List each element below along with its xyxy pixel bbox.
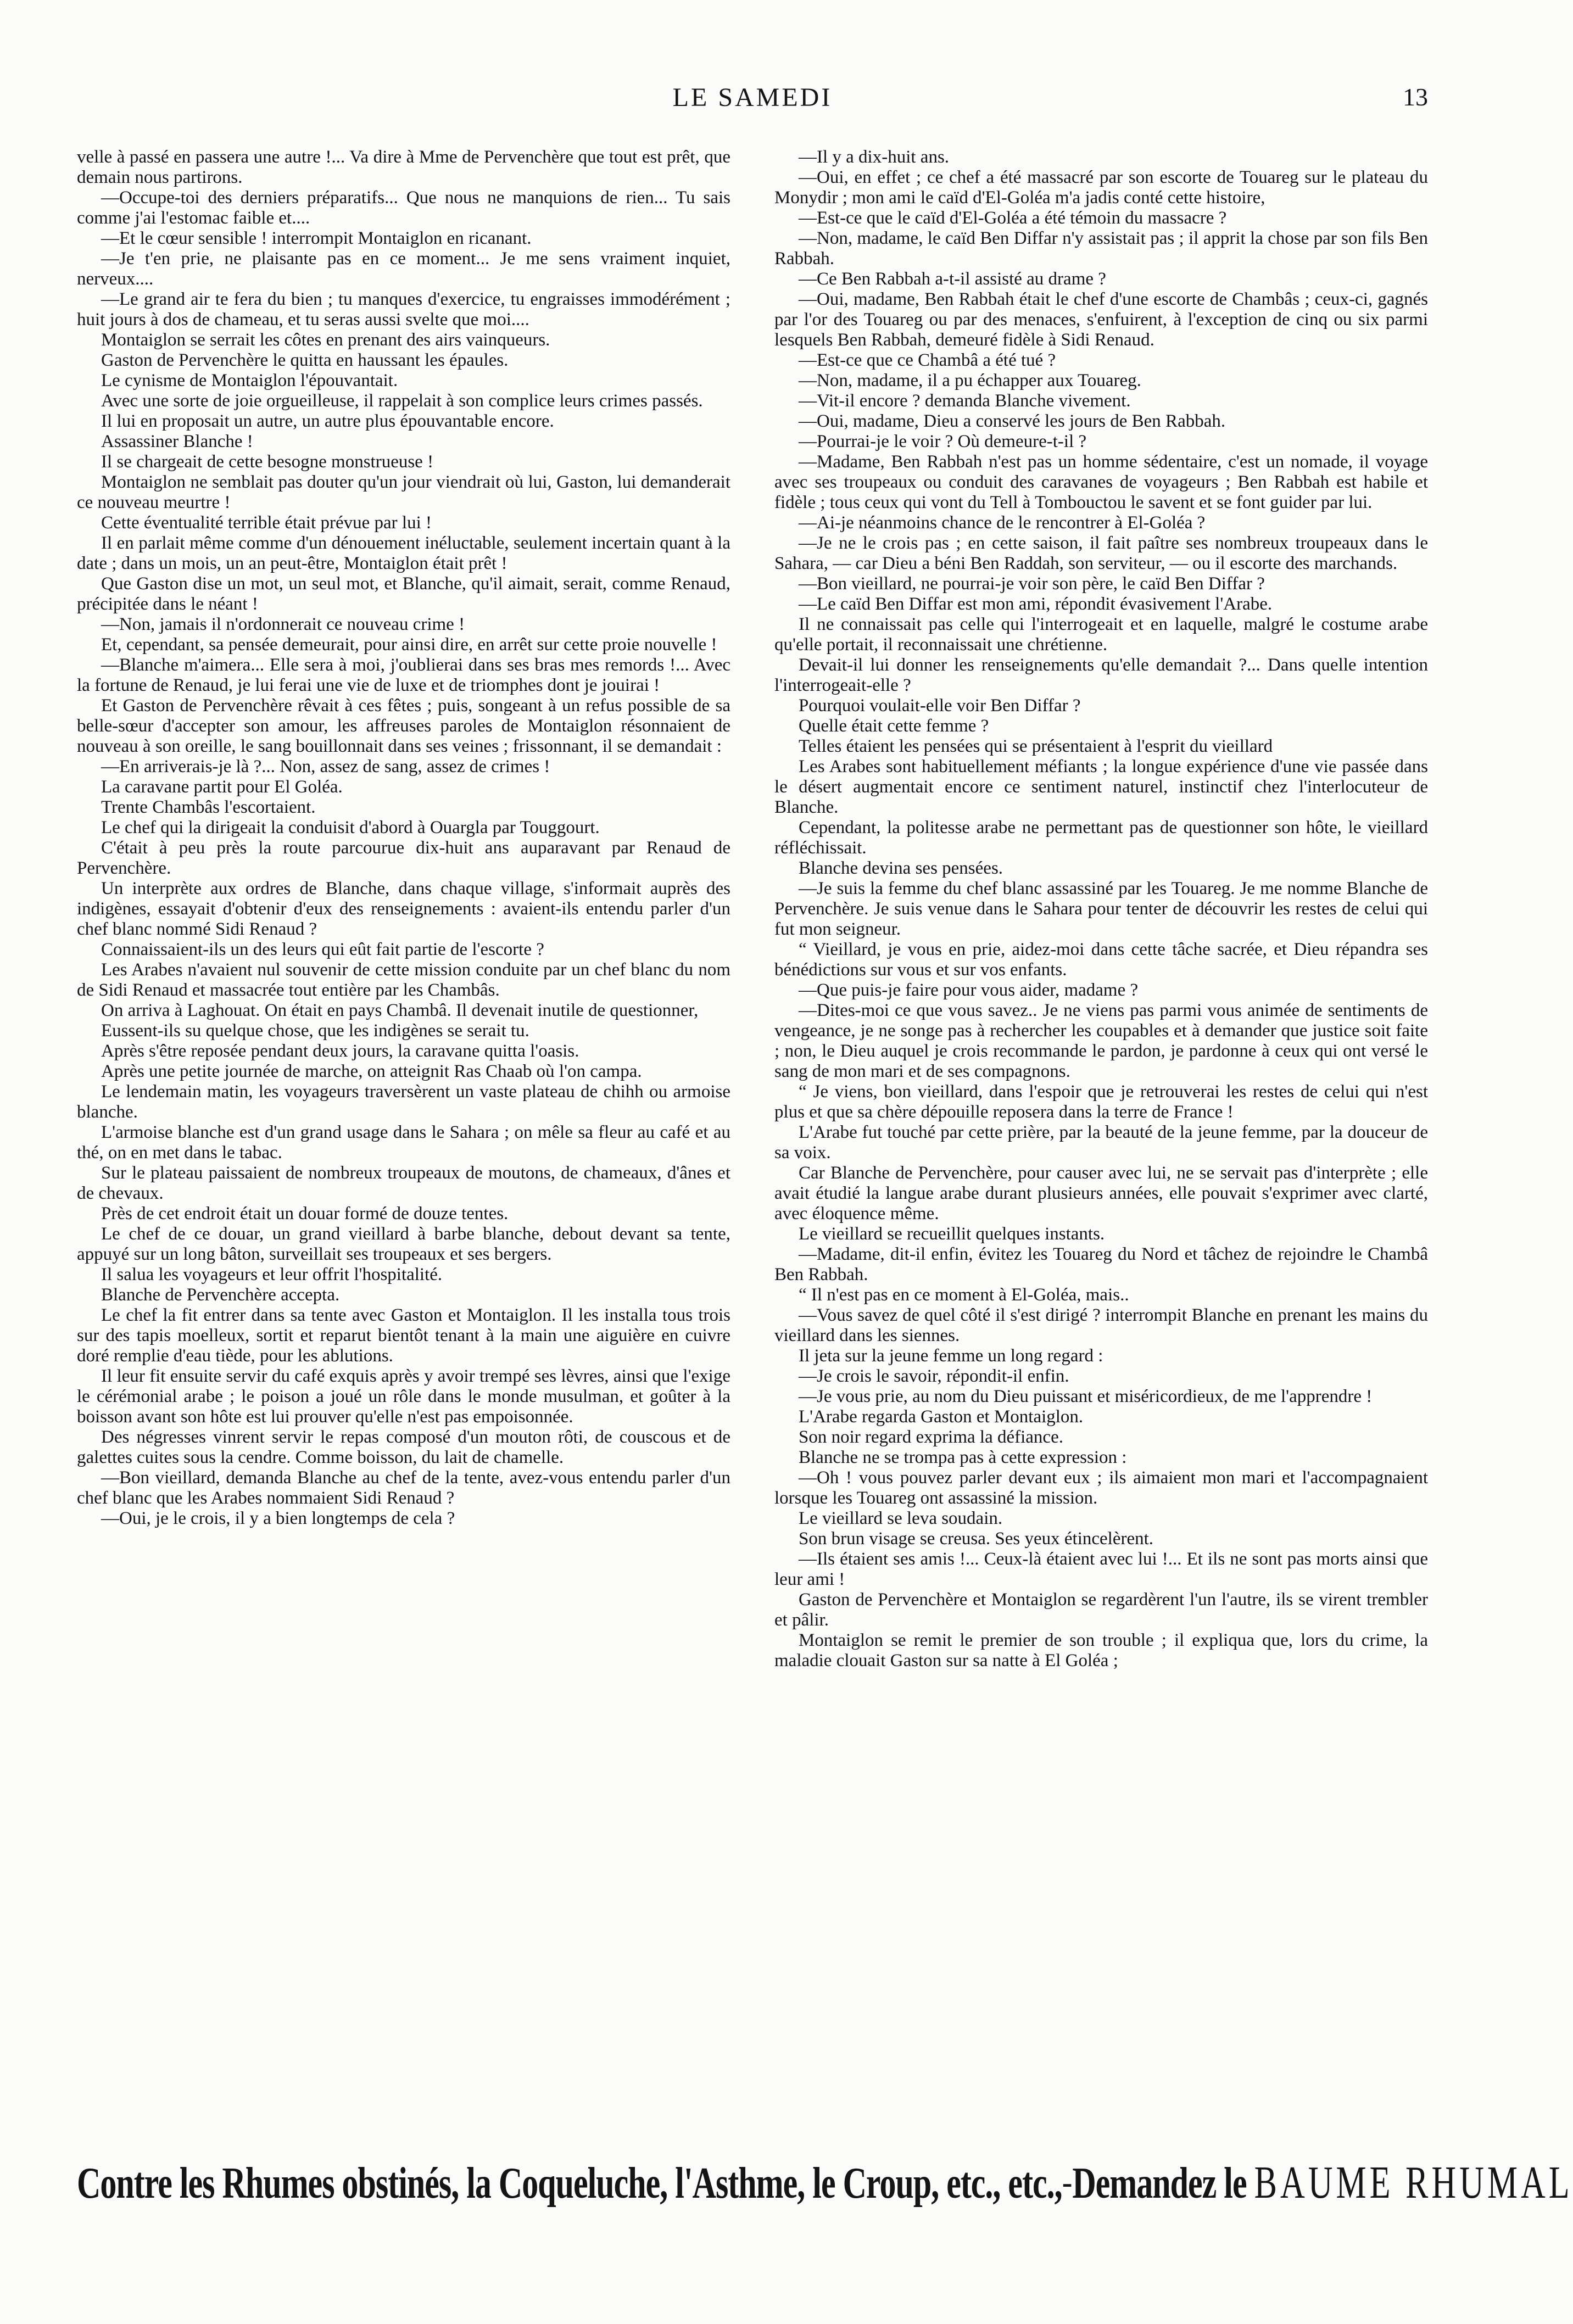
- article-body: [77, 147, 1428, 2113]
- paragraph: Cette éventualité terrible était prévue par lui !: [101, 513, 432, 533]
- paragraph: —Est-ce que ce Chambâ a été tué ?: [799, 350, 1056, 370]
- advertisement-call: [1072, 2157, 1572, 2209]
- left-column: [77, 147, 730, 2113]
- advertisement-brand: BAUME RHUMAL: [1254, 2157, 1573, 2208]
- paragraph: Le chef la fit entrer dans sa tente avec Gaston et Montaiglon. Il les installa tous trois sur des tapis moelleux, sortit et reparut bientôt tenant à la main une aiguière en cuivre doré remplie d'eau tiède, pour les ablutions.: [77, 1305, 730, 1366]
- paragraph: —Oui, en effet ; ce chef a été massacré par son escorte de Touareg sur le plateau du Monydir ; mon ami le caïd d'El-Goléa m'a jadis conté cette histoire,: [774, 167, 1428, 208]
- paragraph: Avec une sorte de joie orgueilleuse, il rappelait à son complice leurs crimes passés.: [101, 391, 703, 411]
- advertisement-text: Contre les Rhumes obstinés, la Coqueluche, l'Asthme, le Croup, etc., etc.,: [77, 2158, 1062, 2207]
- paragraph: —Je vous prie, au nom du Dieu puissant et miséricordieux, de me l'apprendre !: [799, 1387, 1373, 1406]
- paragraph: Gaston de Pervenchère et Montaiglon se regardèrent l'un l'autre, ils se virent trembler et pâlir.: [774, 1590, 1428, 1630]
- paragraph: L'armoise blanche est d'un grand usage dans le Sahara ; on mêle sa fleur au café et au thé, on en met dans le tabac.: [77, 1122, 730, 1163]
- paragraph: Il jeta sur la jeune femme un long regard :: [799, 1346, 1103, 1366]
- paragraph: Les Arabes sont habituellement méfiants ; la longue expérience d'une vie passée dans le désert augmentait encore ce sentiment naturel, instinctif chez l'interlocuteur de Blanche.: [774, 757, 1428, 817]
- paragraph: —Que puis-je faire pour vous aider, madame ?: [799, 980, 1139, 1000]
- paragraph: Après s'être reposée pendant deux jours, la caravane quitta l'oasis.: [101, 1041, 579, 1061]
- paragraph: —Bon vieillard, demanda Blanche au chef de la tente, avez-vous entendu parler d'un chef blanc que les Arabes nommaient Sidi Renaud ?: [77, 1468, 730, 1508]
- journal-title: LE SAMEDI: [672, 83, 833, 112]
- paragraph: Cependant, la politesse arabe ne permettant pas de questionner son hôte, le vieillard réfléchissait.: [774, 818, 1428, 858]
- paragraph: —Oui, madame, Ben Rabbah était le chef d'une escorte de Chambâs ; ceux-ci, gagnés par l'or des Touareg ou par des menaces, s'enfuirent, à l'exception de cinq ou six parmi lesquels Ben Rabbah, demeuré fidèle à Sidi Renaud.: [774, 289, 1428, 350]
- paragraph: Le cynisme de Montaiglon l'épouvantait.: [101, 371, 398, 390]
- paragraph: Blanche de Pervenchère accepta.: [101, 1285, 340, 1305]
- paragraph: On arriva à Laghouat. On était en pays Chambâ. Il devenait inutile de questionner,: [101, 1001, 699, 1020]
- paragraph: —Pourrai-je le voir ? Où demeure-t-il ?: [799, 432, 1087, 451]
- paragraph: —Madame, Ben Rabbah n'est pas un homme sédentaire, c'est un nomade, il voyage avec ses troupeaux ou conduit des caravanes de voyageurs ; Ben Rabbah est habile et fidèle ; tous ceux qui vont du Tell à Tombouctou le savent et se font guider par lui.: [774, 452, 1428, 512]
- paragraph: —Je suis la femme du chef blanc assassiné par les Touareg. Je me nomme Blanche de Pervenchère. Je suis venue dans le Sahara pour tenter de découvrir les restes de celui qui fut mon seigneur.: [774, 879, 1428, 939]
- paragraph: —Oui, je le crois, il y a bien longtemps de cela ?: [101, 1509, 455, 1528]
- paragraph: —Non, madame, le caïd Ben Diffar n'y assistait pas ; il apprit la chose par son fils Ben Rabbah.: [774, 228, 1428, 269]
- paragraph: “ Il n'est pas en ce moment à El-Goléa, mais..: [799, 1285, 1129, 1305]
- paragraph: Telles étaient les pensées qui se présentaient à l'esprit du vieillard: [799, 736, 1273, 756]
- paragraph: —Ce Ben Rabbah a-t-il assisté au drame ?: [799, 269, 1106, 289]
- paragraph: Le lendemain matin, les voyageurs traversèrent un vaste plateau de chihh ou armoise blanche.: [77, 1082, 730, 1122]
- paragraph: —Et le cœur sensible ! interrompit Montaiglon en ricanant.: [101, 228, 532, 248]
- paragraph: Connaissaient-ils un des leurs qui eût fait partie de l'escorte ?: [101, 940, 544, 959]
- page-header: [77, 82, 1428, 121]
- paragraph: Pourquoi voulait-elle voir Ben Diffar ?: [799, 696, 1081, 716]
- paragraph: Le vieillard se recueillit quelques instants.: [799, 1224, 1105, 1244]
- paragraph: —Oui, madame, Dieu a conservé les jours de Ben Rabbah.: [799, 411, 1226, 431]
- paragraph: Il ne connaissait pas celle qui l'interrogeait et en laquelle, malgré le costume arabe qu'elle portait, il reconnaissait une chrétienne.: [774, 614, 1428, 655]
- right-column: [774, 147, 1428, 2113]
- paragraph: La caravane partit pour El Goléa.: [101, 777, 343, 797]
- paragraph: Le chef qui la dirigeait la conduisit d'abord à Ouargla par Touggourt.: [101, 818, 600, 837]
- paragraph: Il se chargeait de cette besogne monstrueuse !: [101, 452, 434, 472]
- paragraph: Son noir regard exprima la défiance.: [799, 1427, 1063, 1447]
- paragraph: Des négresses vinrent servir le repas composé d'un mouton rôti, de couscous et de galettes cuites sous la cendre. Comme boisson, du lait de chamelle.: [77, 1427, 730, 1467]
- paragraph: —Le grand air te fera du bien ; tu manques d'exercice, tu engraisses immodérément ; huit jours à dos de chameau, et tu seras aussi svelte que moi....: [77, 289, 730, 329]
- paragraph: Et, cependant, sa pensée demeurait, pour ainsi dire, en arrêt sur cette proie nouvelle !: [101, 635, 717, 655]
- paragraph: —Il y a dix-huit ans.: [799, 147, 950, 167]
- paragraph: Car Blanche de Pervenchère, pour causer avec lui, ne se servait pas d'interprète ; elle avait étudié la langue arabe durant plusieurs années, elle pouvait s'exprimer avec clarté, avec éloquence même.: [774, 1163, 1428, 1224]
- paragraph: L'Arabe fut touché par cette prière, par la beauté de la jeune femme, par la douceur de sa voix.: [774, 1122, 1428, 1163]
- paragraph: —Bon vieillard, ne pourrai-je voir son père, le caïd Ben Diffar ?: [799, 574, 1265, 594]
- paragraph: “ Vieillard, je vous en prie, aidez-moi dans cette tâche sacrée, et Dieu répandra ses bénédictions sur vous et sur vos enfants.: [774, 940, 1428, 980]
- paragraph: “ Je viens, bon vieillard, dans l'espoir que je retrouverai les restes de celui qui n'est plus et que sa chère dépouille reposera dans la terre de France !: [774, 1082, 1428, 1122]
- paragraph: L'Arabe regarda Gaston et Montaiglon.: [799, 1407, 1084, 1427]
- paragraph: —Oh ! vous pouvez parler devant eux ; ils aimaient mon mari et l'accompagnaient lorsque les Touareg ont assassiné la mission.: [774, 1468, 1428, 1508]
- paragraph: Sur le plateau paissaient de nombreux troupeaux de moutons, de chameaux, d'ânes et de chevaux.: [77, 1163, 730, 1203]
- paragraph: —Vous savez de quel côté il s'est dirigé ? interrompit Blanche en prenant les mains du vieillard dans les siennes.: [774, 1305, 1428, 1345]
- page-number: 13: [1403, 83, 1428, 111]
- paragraph: —Je ne le crois pas ; en cette saison, il fait paître ses nombreux troupeaux dans le Sahara, — car Dieu a béni Ben Raddah, son serviteur, — ou il escorte des marchands.: [774, 533, 1428, 573]
- paragraph: Que Gaston dise un mot, un seul mot, et Blanche, qu'il aimait, serait, comme Renaud, précipitée dans le néant !: [77, 574, 730, 614]
- paragraph: —Dites-moi ce que vous savez.. Je ne viens pas parmi vous animée de sentiments de vengeance, je ne songe pas à rechercher les coupables et à demander que justice soit faite ; non, le Dieu auquel je crois recommande le pardon, je pardonne à ceux qui ont versé le sang de mon mari et de ses compagnons.: [774, 1001, 1428, 1081]
- paragraph: Quelle était cette femme ?: [799, 716, 989, 736]
- paragraph: —Le caïd Ben Diffar est mon ami, répondit évasivement l'Arabe.: [799, 594, 1273, 614]
- paragraph: Il en parlait même comme d'un dénouement inéluctable, seulement incertain quant à la date ; dans un mois, un an peut-être, Montaiglon était prêt !: [77, 533, 730, 573]
- paragraph: Le vieillard se leva soudain.: [799, 1509, 1003, 1528]
- paragraph: —Occupe-toi des derniers préparatifs... Que nous ne manquions de rien... Tu sais comme j'ai l'estomac faible et....: [77, 188, 730, 228]
- paragraph: Montaiglon ne semblait pas douter qu'un jour viendrait où lui, Gaston, lui demanderait ce nouveau meurtre !: [77, 472, 730, 512]
- paragraph: —Ils étaient ses amis !... Ceux-là étaient avec lui !... Et ils ne sont pas morts ainsi que leur ami !: [774, 1549, 1428, 1589]
- advertisement-prefix: Demandez le: [1072, 2158, 1247, 2207]
- paragraph: Il leur fit ensuite servir du café exquis après y avoir trempé ses lèvres, ainsi que l'exige le cérémonial arabe ; le poison a joué un rôle dans le monde musulman, et goûter à la boisson avant son hôte est lui prouver qu'elle n'est pas empoisonnée.: [77, 1366, 730, 1427]
- paragraph: Assassiner Blanche !: [101, 432, 253, 451]
- paragraph: velle à passé en passera une autre !... Va dire à Mme de Pervenchère que tout est prêt, que demain nous partirons.: [77, 147, 730, 187]
- paragraph: Les Arabes n'avaient nul souvenir de cette mission conduite par un chef blanc du nom de Sidi Renaud et massacrée tout entière par les Chambâs.: [77, 960, 730, 1000]
- paragraph: —Non, jamais il n'ordonnerait ce nouveau crime !: [101, 614, 465, 634]
- paragraph: C'était à peu près la route parcourue dix-huit ans auparavant par Renaud de Pervenchère.: [77, 838, 730, 878]
- paragraph: Blanche devina ses pensées.: [799, 858, 1003, 878]
- paragraph: Eussent-ils su quelque chose, que les indigènes se serait tu.: [101, 1021, 529, 1041]
- paragraph: Devait-il lui donner les renseignements qu'elle demandait ?... Dans quelle intention l'interrogeait-elle ?: [774, 655, 1428, 695]
- paragraph: Gaston de Pervenchère le quitta en haussant les épaules.: [101, 350, 509, 370]
- paragraph: Un interprète aux ordres de Blanche, dans chaque village, s'informait auprès des indigènes, essayait d'obtenir d'eux des renseignements : avaient-ils entendu parler d'un chef blanc nommé Sidi Renaud ?: [77, 879, 730, 939]
- advertisement-separator: -: [1062, 2166, 1073, 2200]
- paragraph: —Je crois le savoir, répondit-il enfin.: [799, 1366, 1069, 1386]
- paragraph: Après une petite journée de marche, on atteignit Ras Chaab où l'on campa.: [101, 1062, 642, 1081]
- paragraph: —Ai-je néanmoins chance de le rencontrer à El-Goléa ?: [799, 513, 1206, 533]
- paragraph: Le chef de ce douar, un grand vieillard à barbe blanche, debout devant sa tente, appuyé sur un long bâton, surveillait ses troupeaux et ses bergers.: [77, 1224, 730, 1264]
- paragraph: —En arriverais-je là ?... Non, assez de sang, assez de crimes !: [101, 757, 550, 776]
- paragraph: —Madame, dit-il enfin, évitez les Touareg du Nord et tâchez de rejoindre le Chambâ Ben Rabbah.: [774, 1244, 1428, 1284]
- paragraph: Il salua les voyageurs et leur offrit l'hospitalité.: [101, 1265, 443, 1284]
- paragraph: Près de cet endroit était un douar formé de douze tentes.: [101, 1204, 509, 1224]
- paragraph: —Je t'en prie, ne plaisante pas en ce moment... Je me sens vraiment inquiet, nerveux....: [77, 249, 730, 289]
- paragraph: Et Gaston de Pervenchère rêvait à ces fêtes ; puis, songeant à un refus possible de sa belle-sœur d'accepter son amour, les affreuses paroles de Montaiglon résonnaient de nouveau à son oreille, le sang bouillonnait dans ses veines ; frissonnant, il se demandait :: [77, 696, 730, 756]
- paragraph: —Blanche m'aimera... Elle sera à moi, j'oublierai dans ses bras mes remords !... Avec la fortune de Renaud, je lui ferai une vie de luxe et de triomphes dont je jouirai !: [77, 655, 730, 695]
- paragraph: —Non, madame, il a pu échapper aux Touareg.: [799, 371, 1141, 390]
- paragraph: Montaiglon se remit le premier de son trouble ; il expliqua que, lors du crime, la maladie clouait Gaston sur sa natte à El Goléa ;: [774, 1630, 1428, 1671]
- paragraph: Il lui en proposait un autre, un autre plus épouvantable encore.: [101, 411, 554, 431]
- paragraph: —Est-ce que le caïd d'El-Goléa a été témoin du massacre ?: [799, 208, 1227, 228]
- paragraph: —Vit-il encore ? demanda Blanche vivement.: [799, 391, 1131, 411]
- paragraph: Trente Chambâs l'escortaient.: [101, 797, 316, 817]
- paragraph: Blanche ne se trompa pas à cette expression :: [799, 1448, 1127, 1467]
- advertisement-banner: [77, 2150, 1573, 2216]
- paragraph: Montaiglon se serrait les côtes en prenant des airs vainqueurs.: [101, 330, 550, 350]
- paragraph: Son brun visage se creusa. Ses yeux étincelèrent.: [799, 1529, 1154, 1549]
